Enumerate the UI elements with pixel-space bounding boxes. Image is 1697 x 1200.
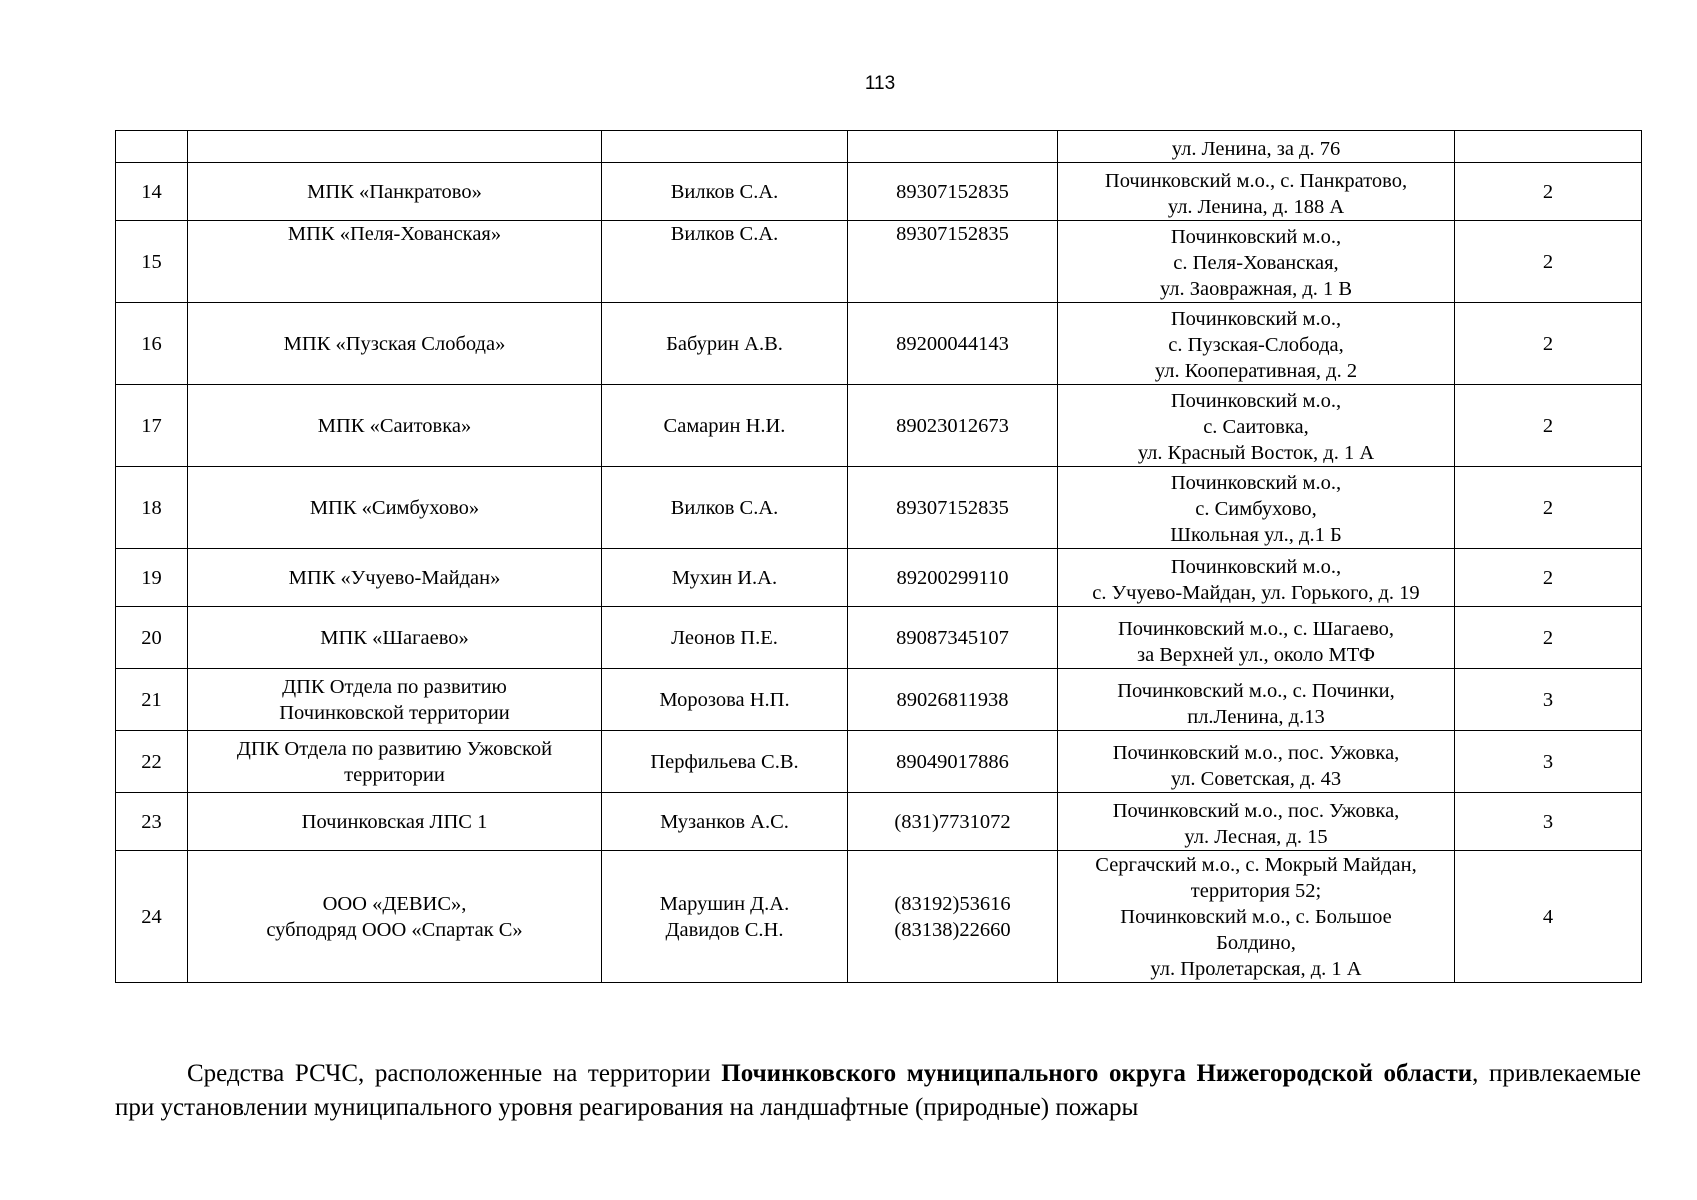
table-row [116,731,1642,793]
cell-num [116,131,188,163]
table-row [116,221,1642,303]
cell-name: МПК «Шагаево» [188,607,602,669]
cell-num: 15 [116,221,188,303]
cell-phone: 89026811938 [848,669,1058,731]
cell-phone: 89023012673 [848,385,1058,467]
cell-num: 23 [116,793,188,851]
cell-level: 2 [1455,303,1642,385]
cell-name: МПК «Саитовка» [188,385,602,467]
table-row [116,549,1642,607]
cell-name: Починковская ЛПС 1 [188,793,602,851]
cell-name [188,131,602,163]
cell-name: МПК «Пеля-Хованская» [188,221,602,303]
cell-head: Вилков С.А. [602,467,848,549]
cell-name: МПК «Симбухово» [188,467,602,549]
cell-phone: 89307152835 [848,221,1058,303]
caption-text-end: , привлекаемые при установлении муниципального уровня реагирования на ландшафтные (природные) пожары [115,1060,1641,1121]
cell-name: ДПК Отдела по развитию Починковской территории [188,669,602,731]
cell-name: ООО «ДЕВИС», субподряд ООО «Спартак С» [188,851,602,983]
cell-address: Починковский м.о., пос. Ужовка, ул. Советская, д. 43 [1058,731,1455,793]
cell-address: Починковский м.о., с. Пеля-Хованская, ул. Заовражная, д. 1 В [1058,221,1455,303]
cell-address: Починковский м.о., с. Панкратово, ул. Ленина, д. 188 А [1058,163,1455,221]
cell-phone: 89049017886 [848,731,1058,793]
cell-head: Музанков А.С. [602,793,848,851]
cell-level: 3 [1455,669,1642,731]
cell-phone [848,131,1058,163]
cell-head: Леонов П.Е. [602,607,848,669]
cell-head: Самарин Н.И. [602,385,848,467]
cell-phone: 89307152835 [848,163,1058,221]
cell-address: Починковский м.о., с. Симбухово, Школьная ул., д.1 Б [1058,467,1455,549]
cell-phone: (83192)53616 (83138)22660 [848,851,1058,983]
cell-address: Починковский м.о., с. Шагаево, за Верхней ул., около МТФ [1058,607,1455,669]
cell-head: Перфильева С.В. [602,731,848,793]
section-caption [115,1057,1641,1125]
cell-num: 22 [116,731,188,793]
cell-head: Вилков С.А. [602,163,848,221]
cell-address: Починковский м.о., с. Починки, пл.Ленина, д.13 [1058,669,1455,731]
cell-name: МПК «Пузская Слобода» [188,303,602,385]
cell-level: 2 [1455,163,1642,221]
cell-phone: 89200044143 [848,303,1058,385]
cell-phone: 89087345107 [848,607,1058,669]
cell-head: Марушин Д.А. Давидов С.Н. [602,851,848,983]
table-row [116,385,1642,467]
cell-head [602,131,848,163]
cell-head: Морозова Н.П. [602,669,848,731]
table-row [116,669,1642,731]
cell-level: 3 [1455,731,1642,793]
table-row [116,851,1642,983]
cell-level: 2 [1455,607,1642,669]
cell-num: 20 [116,607,188,669]
cell-level: 3 [1455,793,1642,851]
table-row [116,793,1642,851]
cell-level: 4 [1455,851,1642,983]
cell-num: 14 [116,163,188,221]
cell-address: Починковский м.о., с. Саитовка, ул. Красный Восток, д. 1 А [1058,385,1455,467]
cell-phone: 89200299110 [848,549,1058,607]
cell-address: ул. Ленина, за д. 76 [1058,131,1455,163]
cell-head: Бабурин А.В. [602,303,848,385]
table-row [116,607,1642,669]
table-row [116,163,1642,221]
cell-num: 19 [116,549,188,607]
table-row-continuation [116,131,1642,163]
table-body [116,163,1642,983]
forces-table [115,130,1642,983]
cell-num: 17 [116,385,188,467]
caption-bold: Починковского муниципального округа Нижегородской области [721,1060,1473,1087]
cell-level: 2 [1455,467,1642,549]
cell-address: Починковский м.о., с. Учуево-Майдан, ул. Горького, д. 19 [1058,549,1455,607]
cell-level [1455,131,1642,163]
cell-address: Починковский м.о., пос. Ужовка, ул. Лесная, д. 15 [1058,793,1455,851]
cell-phone: (831)7731072 [848,793,1058,851]
table-row [116,303,1642,385]
cell-level: 2 [1455,549,1642,607]
cell-name: МПК «Учуево-Майдан» [188,549,602,607]
cell-head: Мухин И.А. [602,549,848,607]
caption-text: Средства РСЧС, расположенные на территории [187,1060,722,1087]
cell-phone: 89307152835 [848,467,1058,549]
cell-name: ДПК Отдела по развитию Ужовской территории [188,731,602,793]
cell-name: МПК «Панкратово» [188,163,602,221]
table-row [116,467,1642,549]
cell-num: 16 [116,303,188,385]
cell-address: Сергачский м.о., с. Мокрый Майдан, территория 52; Починковский м.о., с. Большое Болдино, ул. Пролетарская, д. 1 А [1058,851,1455,983]
cell-num: 18 [116,467,188,549]
cell-num: 24 [116,851,188,983]
cell-level: 2 [1455,385,1642,467]
cell-num: 21 [116,669,188,731]
cell-head: Вилков С.А. [602,221,848,303]
cell-address: Починковский м.о., с. Пузская-Слобода, ул. Кооперативная, д. 2 [1058,303,1455,385]
page-number: 113 [864,73,896,94]
cell-level: 2 [1455,221,1642,303]
